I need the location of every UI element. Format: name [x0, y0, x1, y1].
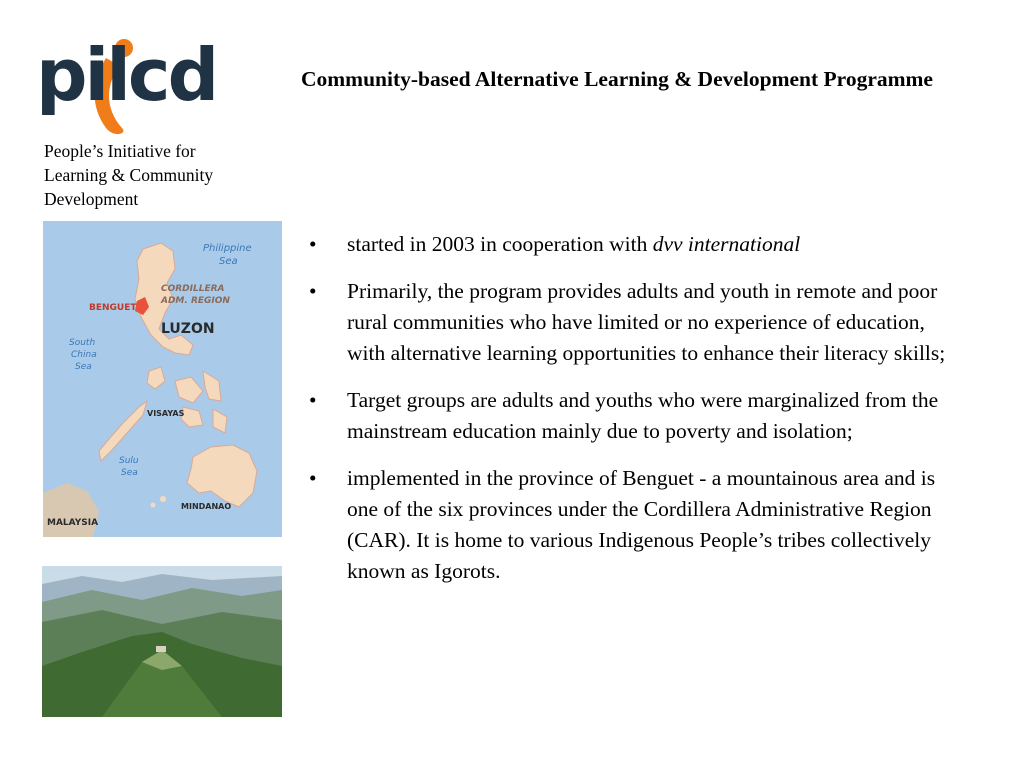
- logo-text: pilcd: [36, 33, 217, 117]
- benguet-landscape-photo: [42, 566, 282, 717]
- map-label-south-china-1: South: [69, 338, 96, 348]
- bullet-marker: •: [309, 232, 317, 256]
- list-item: [309, 385, 949, 447]
- map-label-cordillera-1: CORDILLERA: [161, 284, 225, 294]
- map-label-sulu-2: Sea: [121, 468, 138, 478]
- bullet-text: started in 2003 in cooperation with: [347, 232, 653, 256]
- map-label-philippine-sea-1: Philippine: [203, 243, 252, 254]
- bullet-text: Target groups are adults and youths who were marginalized from the mainstream education mainly due to poverty and isolation;: [347, 388, 939, 443]
- bullet-text-italic: dvv international: [652, 232, 801, 256]
- map-label-south-china-2: China: [71, 350, 97, 360]
- organization-name: People’s Initiative for Learning & Community Development: [44, 141, 214, 209]
- logo-graphic: [36, 28, 246, 138]
- philippines-map: [43, 221, 282, 537]
- bullet-text: implemented in the province of Benguet - a mountainous area and is one of the six provinces under the Cordillera Administrative Region (CAR). It is home to various Indigenous People’s tribes collectively known as Igorots.: [347, 466, 936, 583]
- list-item: [309, 229, 949, 260]
- map-label-benguet: BENGUET: [89, 303, 137, 313]
- map-label-south-china-3: Sea: [75, 362, 92, 372]
- bullet-text: Primarily, the program provides adults and youth in remote and poor rural communities who have limited or no experience of education, with alternative learning opportunities to enhance their literacy skills;: [347, 279, 946, 365]
- map-label-luzon: LUZON: [161, 321, 215, 337]
- list-item: [309, 463, 949, 587]
- map-label-visayas: VISAYAS: [147, 409, 185, 418]
- bullet-list: [309, 229, 949, 603]
- pilcd-logo: [36, 28, 246, 138]
- map-label-sulu-1: Sulu: [119, 456, 139, 466]
- list-item: [309, 276, 949, 369]
- page-title: Community-based Alternative Learning & Development Programme: [301, 67, 933, 91]
- bullet-marker: •: [309, 466, 317, 490]
- map-label-malaysia: MALAYSIA: [47, 518, 99, 528]
- bullet-marker: •: [309, 279, 317, 303]
- map-label-mindanao: MINDANAO: [181, 502, 232, 511]
- map-label-philippine-sea-2: Sea: [219, 256, 238, 267]
- map-label-cordillera-2: ADM. REGION: [161, 296, 230, 306]
- bullet-marker: •: [309, 388, 317, 412]
